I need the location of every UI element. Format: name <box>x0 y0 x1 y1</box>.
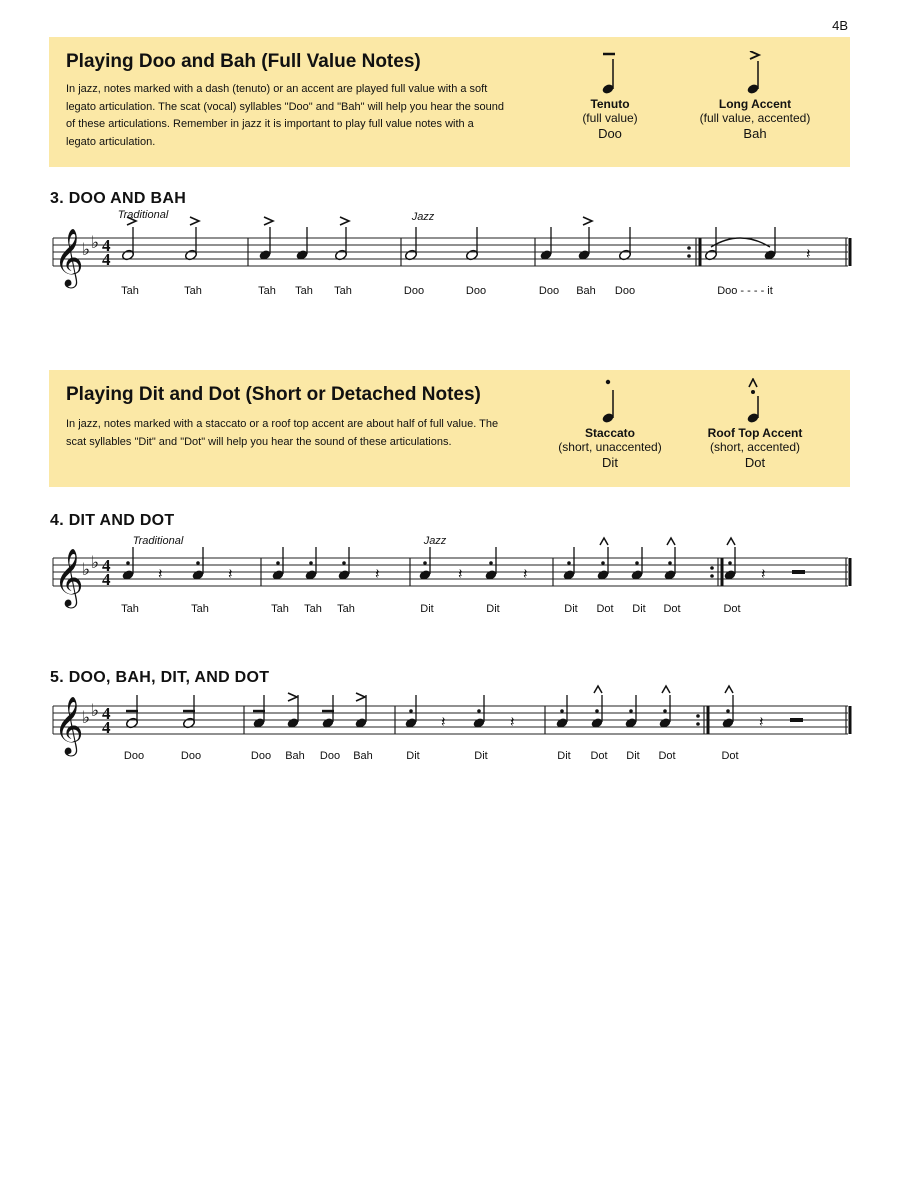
roof-accent-note-icon <box>740 378 770 426</box>
box-text: In jazz, notes marked with a staccato or a roof top accent are about half of full value. The scat syllables "Dit" and "Dot" will help you hear the sound of these articulations. <box>66 418 499 448</box>
lyric: Doo <box>250 750 272 762</box>
lyric: Tah <box>191 603 209 615</box>
roof-top-accent-symbol <box>690 378 820 472</box>
lyric: Dot <box>596 603 614 615</box>
lyric: Dot <box>723 603 741 615</box>
music-staff <box>48 527 854 637</box>
lyric: Dot <box>721 750 739 762</box>
symbol-desc: (full value, accented) <box>699 111 811 125</box>
style-label-traditional: Traditional <box>117 209 169 221</box>
svg-text:𝄞: 𝄞 <box>54 228 84 286</box>
symbol-syllable: Dit <box>602 455 618 470</box>
svg-text:4: 4 <box>102 570 111 589</box>
box-title: Playing Dit and Dot (Short or Detached Notes) <box>66 384 481 405</box>
lyric: Dot <box>590 750 608 762</box>
music-staff <box>48 680 854 790</box>
lyric: Dit <box>564 603 578 615</box>
lyric: Dit <box>557 750 571 762</box>
style-label-jazz: Jazz <box>411 211 435 223</box>
svg-text:♭: ♭ <box>91 701 100 721</box>
svg-text:♭: ♭ <box>82 240 91 260</box>
lyric: Tah <box>121 285 139 297</box>
svg-text:𝄽: 𝄽 <box>761 565 766 583</box>
tenuto-symbol <box>545 51 675 143</box>
lyric: Bah <box>353 750 373 762</box>
lyric: Dit <box>632 603 646 615</box>
symbol-desc: (full value) <box>582 111 638 125</box>
symbol-name: Long Accent <box>718 97 792 111</box>
lyric: Doo <box>538 285 560 297</box>
staccato-note-icon <box>595 378 625 426</box>
lyric: Dot <box>658 750 676 762</box>
lyric: Dit <box>474 750 488 762</box>
lyric: Tah <box>304 603 322 615</box>
lyric: Tah <box>337 603 355 615</box>
lyric: Dit <box>406 750 420 762</box>
lyric: Bah <box>285 750 305 762</box>
symbol-syllable: Dot <box>744 455 766 470</box>
box-title: Playing Doo and Bah (Full Value Notes) <box>66 51 421 72</box>
lyric: Tah <box>121 603 139 615</box>
info-box-full-value <box>49 37 850 167</box>
lyric: Tah <box>334 285 352 297</box>
lyric: Bah <box>576 285 596 297</box>
svg-text:𝄽: 𝄽 <box>441 713 446 731</box>
symbol-name: Roof Top Accent <box>707 426 803 440</box>
lyric: Doo <box>403 285 425 297</box>
svg-text:𝄽: 𝄽 <box>759 713 764 731</box>
svg-text:𝄽: 𝄽 <box>228 565 233 583</box>
lyric: Doo <box>614 285 636 297</box>
lyric: Dit <box>626 750 640 762</box>
symbol-syllable: Doo <box>598 126 622 141</box>
svg-text:𝄽: 𝄽 <box>375 565 380 583</box>
symbol-name: Staccato <box>584 426 636 440</box>
symbol-desc: (short, accented) <box>709 440 801 454</box>
lyric: Doo <box>180 750 202 762</box>
exercise-title: 5. DOO, BAH, DIT, AND DOT <box>50 669 270 686</box>
lyric: Dot <box>663 603 681 615</box>
svg-text:𝄽: 𝄽 <box>806 245 811 263</box>
svg-text:𝄞: 𝄞 <box>54 696 84 754</box>
music-staff <box>48 205 854 315</box>
style-label-jazz: Jazz <box>423 535 447 547</box>
lyric: Tah <box>184 285 202 297</box>
lyric: Tah <box>295 285 313 297</box>
info-box-short-notes <box>49 370 850 487</box>
svg-text:𝄽: 𝄽 <box>158 565 163 583</box>
svg-text:♭: ♭ <box>91 553 100 573</box>
svg-text:𝄽: 𝄽 <box>510 713 515 731</box>
lyric: Doo <box>319 750 341 762</box>
staff-exercise-3 <box>48 205 854 315</box>
lyric: Dit <box>486 603 500 615</box>
symbol-desc: (short, unaccented) <box>558 440 662 454</box>
svg-text:4: 4 <box>102 556 111 575</box>
accent-note-icon <box>740 51 770 97</box>
staff-exercise-5 <box>48 680 854 790</box>
long-accent-symbol <box>690 51 820 143</box>
symbol-name: Tenuto <box>590 97 630 111</box>
lyric: Doo - - - - it <box>717 285 773 297</box>
lyric: Dit <box>420 603 434 615</box>
svg-text:♭: ♭ <box>82 708 91 728</box>
style-label-traditional: Traditional <box>132 535 184 547</box>
svg-text:4: 4 <box>102 718 111 737</box>
svg-text:𝄽: 𝄽 <box>458 565 463 583</box>
lyric: Doo <box>123 750 145 762</box>
box-text: In jazz, notes marked with a dash (tenuto) or an accent are played full value with a soft legato articulation. The scat (vocal) syllables "Doo" and "Bah" will help you hear the sound of these articulations. Remember in jazz it is important to play full value notes with a legato articulation. <box>66 83 504 148</box>
lyric: Doo <box>465 285 487 297</box>
svg-text:♭: ♭ <box>82 560 91 580</box>
exercise-title: 4. DIT AND DOT <box>50 512 175 529</box>
svg-text:4: 4 <box>102 250 111 269</box>
svg-text:𝄽: 𝄽 <box>523 565 528 583</box>
svg-text:𝄞: 𝄞 <box>54 548 84 606</box>
exercise-title: 3. DOO AND BAH <box>50 190 187 207</box>
lyric: Tah <box>258 285 276 297</box>
svg-text:4: 4 <box>102 704 111 723</box>
staccato-symbol <box>545 378 675 472</box>
page-number: 4B <box>832 18 848 33</box>
lyric: Tah <box>271 603 289 615</box>
svg-text:♭: ♭ <box>91 233 100 253</box>
staff-exercise-4 <box>48 527 854 637</box>
symbol-syllable: Bah <box>743 126 767 141</box>
tenuto-note-icon <box>595 51 625 97</box>
svg-text:4: 4 <box>102 236 111 255</box>
